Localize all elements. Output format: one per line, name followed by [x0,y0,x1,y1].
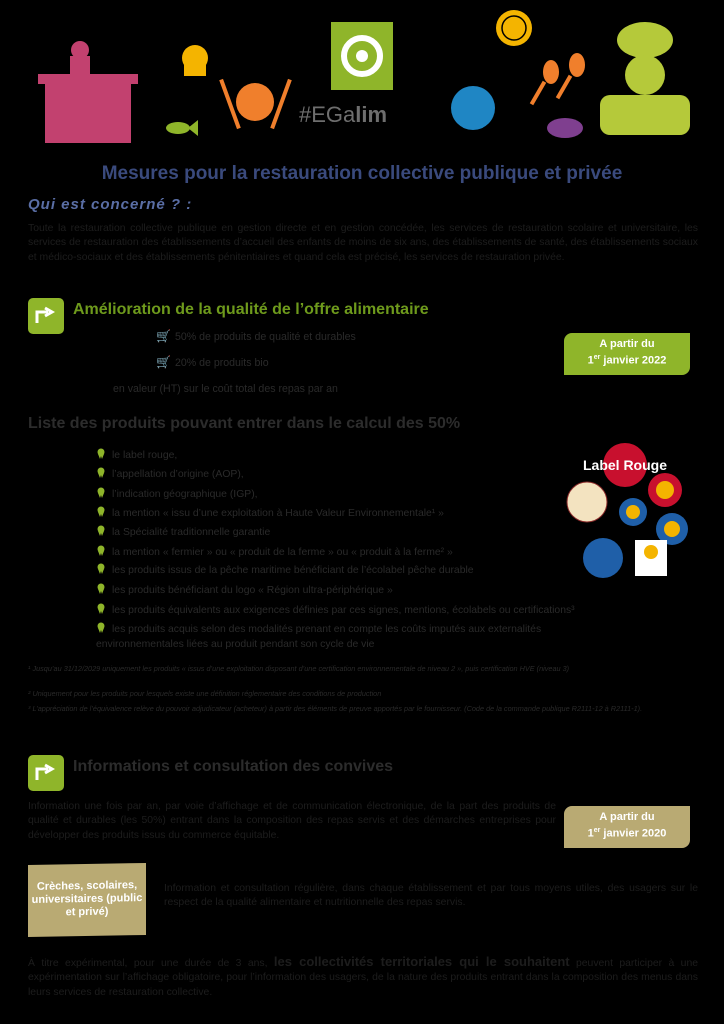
quality-basis: en valeur (HT) sur le coût total des repas par an [113,383,338,395]
peche-durable-logo [583,538,623,578]
section-title-info: Informations et consultation des convives [73,758,394,775]
date-badge-2022: A partir du 1er janvier 2022 [564,333,690,375]
cart-icon: 🛒 [156,355,171,369]
hashtag-bold: lim [355,102,388,127]
list-item: la mention « issu d’une exploitation à Haute Valeur Environnementale¹ » [96,506,651,520]
hashtag-prefix: #EGa [299,102,356,127]
ribbon-icon [96,603,106,614]
bio-logo [567,482,607,522]
list-item: les produits acquis selon des modalités prenant en compte les coûts imputés aux externalités [96,622,651,636]
spoons-icon [530,53,585,105]
header-illustration [0,0,724,150]
hashtag-text [299,102,387,127]
chef-cooking-icon [38,41,138,143]
list-item: l’indication géographique (IGP), [96,487,651,501]
quality-item-20: 🛒 20% de produits bio [156,355,269,369]
apple-icon [451,86,495,130]
share-icon [28,298,64,334]
list-item: la mention « fermier » ou « produit de la ferme » ou « produit à la ferme² » [96,545,651,559]
ribbon-icon [96,448,106,459]
date-badge-2020: A partir du 1er janvier 2020 [564,806,690,848]
list-item: les produits équivalents aux exigences définies par ces signes, mentions, écolabels ou certifications³ [96,603,651,617]
ribbon-icon [96,622,106,633]
who-text: Toute la restauration collective publique en gestion directe et en gestion concédée, les services de restauration scolaire et universitaire, les services de restauration des établissements d’accueil des enfants de moins de six ans, des établissements de santé, des établissements sociaux et médico-sociaux et des établissements pénitentiaires et quand cela est précisé, les services de restauration privée. [28,223,698,263]
quality-item-50: 🛒 50% de produits de qualité et durables [156,329,356,343]
list-item: environnementales liées au produit pendant son cycle de vie [96,639,375,650]
list-heading: Liste des produits pouvant entrer dans le calcul des 50% [28,415,461,432]
footnote-2: ² Uniquement pour les produits pour lesquels existe une définition réglementaire des conditions de production [28,689,382,698]
ribbon-icon [96,487,106,498]
creche-text: Information et consultation régulière, dans chaque établissement et par tous moyens utiles, des usagers sur le respect de la qualité alimentaire et nutritionnelle des repas servis. [164,883,698,909]
fish-icon [166,120,198,136]
ribbon-icon [96,563,106,574]
list-item: la Spécialité traditionnelle garantie [96,525,651,539]
ribbon-icon [96,525,106,536]
chef-icon [600,22,690,135]
ribbon-icon [96,545,106,556]
muffin-icon [182,45,208,76]
creche-badge: Crèches, scolaires, universitaires (public et privé) [28,863,146,937]
orange-slice-icon [496,10,532,46]
ribbon-icon [96,506,106,517]
ribbon-icon [96,583,106,594]
egalim-logo [331,22,393,90]
list-item: les produits issus de la pêche maritime bénéficiant de l’écolabel pêche durable [96,563,651,577]
experimental-text: À titre expérimental, pour une durée de 3 ans, les collectivités territoriales qui le souhaitent peuvent participer à une expérimentation sur l’affichage obligatoire, pour l’information des usagers, de la nature des produits entrant dans la composition des menus dans leurs services de restauration collective. [28,954,699,998]
share-icon [28,755,64,791]
footnote-1: ¹ Jusqu’au 31/12/2029 uniquement les produits « issus d’une exploitation disposant d’une certification environnementale de niveau 2 », puis certification HVE (niveau 3) [28,664,570,673]
list-item: l’appellation d’origine (AOP), [96,467,651,481]
plate-icon [219,79,292,129]
cart-icon: 🛒 [156,329,171,343]
list-item: les produits bénéficiant du logo « Région ultra-périphérique » [96,583,651,597]
pig-icon [547,118,583,138]
footnote-3: ³ L’appréciation de l’équivalence relève du pouvoir adjudicateur (acheteur) à partir des éléments de preuve apportés par le fournisseur. (Code de la commande publique R2111-12 à R2111-1). [28,704,643,713]
page-title: Mesures pour la restauration collective publique et privée [101,163,623,184]
list-item: le label rouge, [96,448,651,462]
quality-labels [555,440,695,590]
ribbon-icon [96,467,106,478]
info-text: Information une fois par an, par voie d’affichage et de communication électronique, de la part des produits de qualité et durables (les 50%) entrant dans la composition des repas servis et des démarches entreprises pour développer des produits issus du commerce équitable. [28,801,556,841]
who-question: Qui est concerné ? : [28,196,193,213]
section-title-quality: Amélioration de la qualité de l’offre alimentaire [73,301,429,318]
label-rouge-text: Label Rouge [582,457,668,473]
